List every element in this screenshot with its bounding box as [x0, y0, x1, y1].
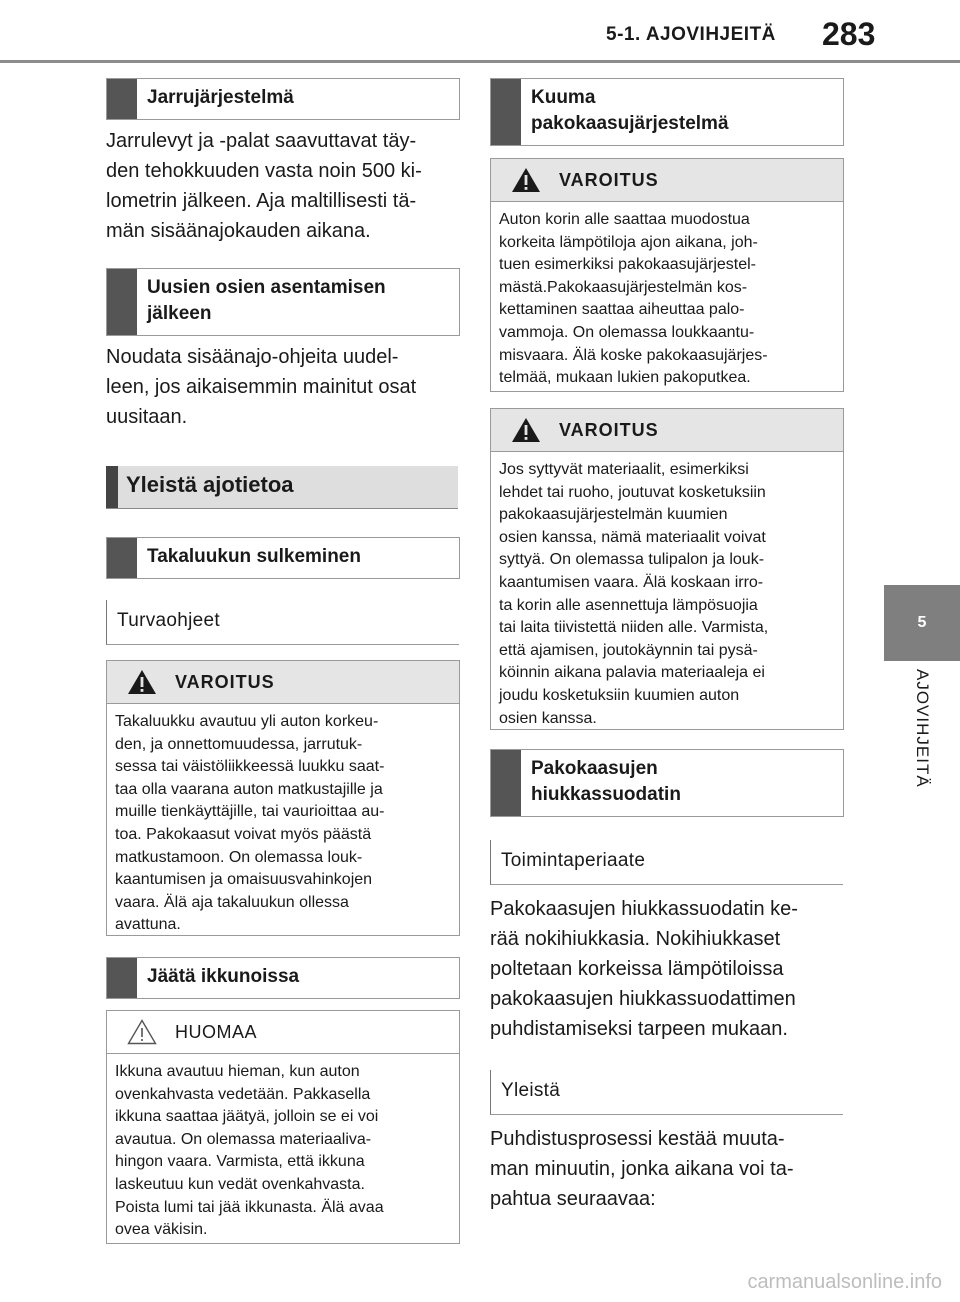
chapter-side-label: [884, 661, 960, 821]
text-line: vaara. Älä aja takaluukun ollessa: [115, 893, 349, 911]
heading-bar: [107, 269, 137, 335]
subheading-toimintaperiaate: [490, 840, 843, 885]
heading-text: [147, 275, 449, 327]
text-line: sessa tai väistöliikkeessä luukku saat-: [115, 758, 385, 776]
text-line: joudu kosketuksiin kuumien auton: [499, 686, 740, 704]
text-line: avattuna.: [115, 916, 181, 934]
text-line: tuen esimerkiksi pakokaasujärjestel-: [499, 256, 756, 274]
text-line: den tehokkuuden vasta noin 500 ki-: [106, 160, 422, 182]
warning-header: [107, 661, 459, 704]
heading-text: Yleistä ajotietoa: [126, 472, 294, 497]
text-line: Auton korin alle saattaa muodostua: [499, 211, 750, 228]
paragraph-toimintaperiaate: [490, 894, 860, 1044]
chapter-title: AJOVIHJEITÄ: [913, 669, 932, 788]
text-line: ikkuna saattaa jäätyä, jolloin se ei voi: [115, 1108, 379, 1126]
warning-title: VAROITUS: [559, 420, 659, 440]
heading-bar: [491, 79, 521, 145]
paragraph-jarru: [106, 126, 466, 246]
text-line: lometrin jälkeen. Aja maltillisesti tä-: [106, 190, 417, 212]
note-box-jaata: [106, 1010, 460, 1244]
text-line: ta korin alle asennettuja lämpösuojia: [499, 596, 758, 614]
heading-bar: [107, 538, 137, 578]
text-line: lehdet tai ruoho, joutuvat kosketuksiin: [499, 483, 766, 501]
text-line: kettaminen saattaa aiheuttaa palo-: [499, 301, 745, 319]
heading-jarrujarjestelma: [106, 78, 460, 120]
text-line: män sisäänajokauden aikana.: [106, 220, 371, 242]
warning-triangle-icon: [511, 417, 541, 443]
main-heading-yleista-ajotietoa: [106, 466, 458, 509]
heading-line: jälkeen: [147, 303, 212, 324]
heading-line: Pakokaasujen: [531, 758, 658, 779]
heading-bar: [106, 466, 118, 508]
text-line: pahtua seuraavaa:: [490, 1188, 656, 1210]
warning-header: [491, 159, 843, 202]
text-line: Ikkuna avautuu hieman, kun auton: [115, 1063, 360, 1080]
text-line: puhdistamiseksi tarpeen mukaan.: [490, 1018, 788, 1040]
text-line: osien kanssa.: [499, 709, 597, 727]
text-line: syttyä. On olemassa tulipalon ja louk-: [499, 551, 765, 569]
heading-text: [531, 756, 833, 808]
text-line: den, ja onnettomuudessa, jarrutuk-: [115, 735, 363, 753]
page-number: 283: [822, 16, 876, 52]
note-triangle-icon: [127, 1019, 157, 1045]
watermark: carmanualsonline.info: [747, 1271, 942, 1293]
text-line: mästä.Pakokaasujärjestelmän kos-: [499, 278, 748, 296]
text-line: ovenkahvasta vedetään. Pakkasella: [115, 1085, 371, 1103]
text-line: muille tienkäyttäjille, tai vaurioittaa au-: [115, 803, 385, 821]
text-line: kaantumisen ja omaisuusvahinkojen: [115, 871, 373, 889]
text-line: toa. Pakokaasut voivat myös päästä: [115, 825, 372, 843]
text-line: misvaara. Älä koske pakokaasujärjes-: [499, 346, 768, 364]
note-header: [107, 1011, 459, 1054]
text-line: Puhdistusprosessi kestää muuta-: [490, 1128, 785, 1150]
note-text: [115, 1061, 451, 1242]
text-line: poltetaan korkeissa lämpötiloissa: [490, 958, 784, 980]
paragraph-yleista: [490, 1124, 860, 1214]
text-line: Jos syttyvät materiaalit, esimerkiksi: [499, 461, 749, 478]
heading-pakokaasujen-hiukkassuodatin: [490, 749, 844, 817]
heading-bar: [107, 958, 137, 998]
text-line: leen, jos aikaisemmin mainitut osat: [106, 376, 417, 398]
text-line: hingon vaara. Varmista, että ikkuna: [115, 1153, 365, 1171]
text-line: man minuutin, jonka aikana voi ta-: [490, 1158, 794, 1180]
subheading-text: Toimintaperiaate: [501, 850, 646, 871]
text-line: Noudata sisäänajo-ohjeita uudel-: [106, 346, 399, 368]
text-line: ovea väkisin.: [115, 1221, 208, 1239]
heading-bar: [107, 79, 137, 119]
text-line: Pakokaasujen hiukkassuodatin ke-: [490, 898, 798, 920]
text-line: osien kanssa, nämä materiaalit voivat: [499, 528, 766, 546]
text-line: kaantumisen vaara. Älä koskaan irro-: [499, 573, 764, 591]
warning-header: [491, 409, 843, 452]
warning-box-kuuma-2: [490, 408, 844, 730]
running-header-section: 5-1. AJOVIHJEITÄ: [606, 24, 776, 45]
text-line: köinnin aikana palavia materiaaleja ei: [499, 664, 765, 682]
warning-title: VAROITUS: [559, 170, 659, 190]
text-line: uusitaan.: [106, 406, 188, 428]
heading-bar: [491, 750, 521, 816]
heading-text: Takaluukun sulkeminen: [147, 546, 361, 567]
heading-takaluukun-sulkeminen: [106, 537, 460, 579]
text-line: Takaluukku avautuu yli auton korkeu-: [115, 713, 379, 730]
heading-line: Uusien osien asentamisen: [147, 277, 386, 298]
heading-text: Jarrujärjestelmä: [147, 87, 294, 108]
heading-uusien-osien: [106, 268, 460, 336]
warning-text: [115, 711, 451, 937]
text-line: Jarrulevyt ja -palat saavuttavat täy-: [106, 130, 417, 152]
heading-text: [531, 85, 833, 137]
heading-line: hiukkassuodatin: [531, 784, 681, 805]
text-line: matkustamoon. On olemassa louk-: [115, 848, 363, 866]
warning-triangle-icon: [511, 167, 541, 193]
warning-text: [499, 459, 835, 730]
text-line: avautua. On olemassa materiaaliva-: [115, 1130, 372, 1148]
subheading-turvaohjeet: [106, 600, 459, 645]
text-line: tai laita tiivistettä niiden alle. Varmista,: [499, 619, 769, 637]
heading-kuuma-pakokaasujarjestelma: [490, 78, 844, 146]
heading-text: Jäätä ikkunoissa: [147, 966, 300, 987]
note-title: HUOMAA: [175, 1022, 258, 1042]
text-line: Poista lumi tai jää ikkunasta. Älä avaa: [115, 1198, 384, 1216]
text-line: että ajamisen, joutokäynnin tai pysä-: [499, 641, 758, 659]
subheading-text: Turvaohjeet: [117, 610, 220, 631]
text-line: rää nokihiukkasia. Nokihiukkaset: [490, 928, 781, 950]
text-line: telmää, mukaan lukien pakoputkea.: [499, 369, 751, 387]
text-line: korkeita lämpötiloja ajon aikana, joh-: [499, 233, 758, 251]
warning-triangle-icon: [127, 669, 157, 695]
header-rule: [0, 60, 960, 63]
warning-title: VAROITUS: [175, 672, 275, 692]
heading-jaata-ikkunoissa: [106, 957, 460, 999]
text-line: vammoja. On olemassa loukkaantu-: [499, 323, 755, 341]
paragraph-uusien: [106, 342, 466, 432]
heading-line: Kuuma: [531, 87, 596, 108]
warning-box-kuuma-1: [490, 158, 844, 392]
text-line: taa olla vaarana auton matkustajille ja: [115, 780, 383, 798]
warning-box-takaluukku: [106, 660, 460, 936]
text-line: laskeutuu kun vedät ovenkahvasta.: [115, 1175, 365, 1193]
subheading-yleista: [490, 1070, 843, 1115]
heading-line: pakokaasujärjestelmä: [531, 113, 729, 134]
warning-text: [499, 209, 835, 390]
text-line: pakokaasujen hiukkassuodattimen: [490, 988, 796, 1010]
chapter-number-tab: [884, 585, 960, 661]
chapter-number: 5: [917, 614, 927, 631]
subheading-text: Yleistä: [501, 1080, 561, 1101]
text-line: pakokaasujärjestelmän kuumien: [499, 506, 728, 524]
